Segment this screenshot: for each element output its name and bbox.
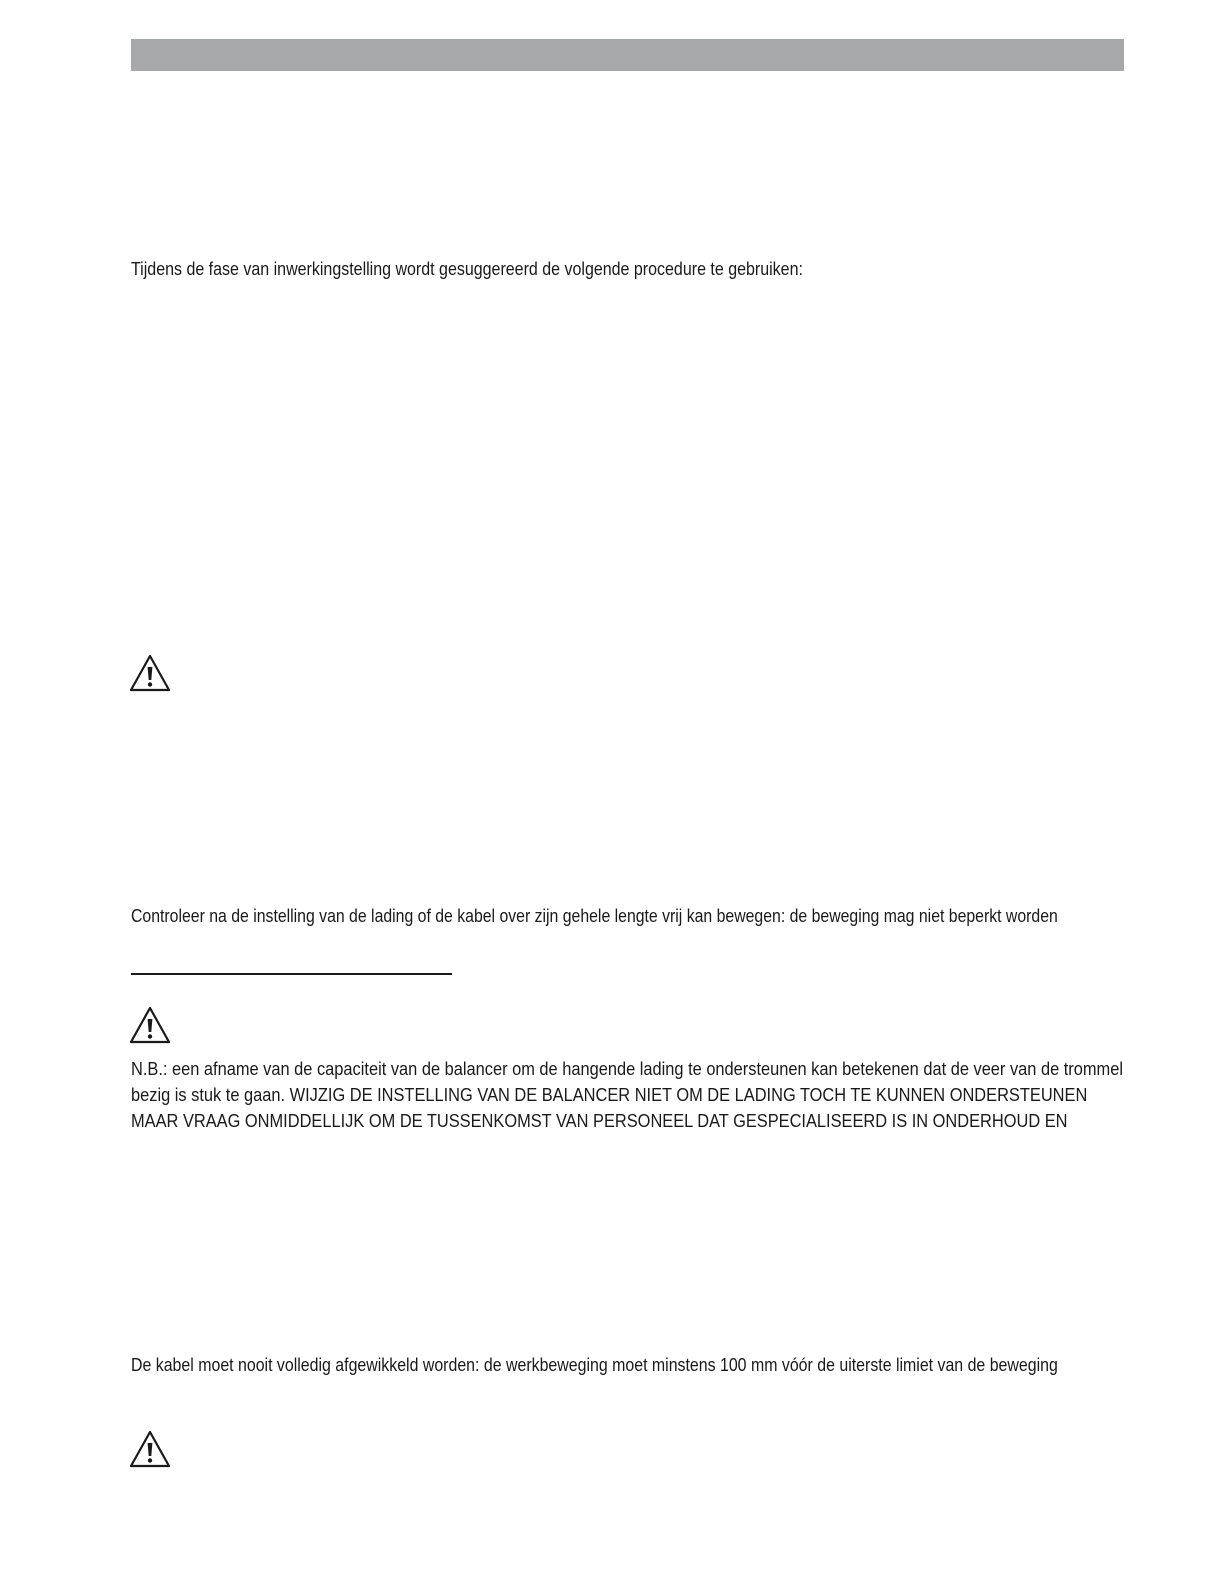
- warning-triangle-icon: [129, 654, 171, 692]
- note-paragraph: [131, 1056, 1124, 1134]
- note-line: bezig is stuk te gaan. WIJZIG DE INSTELLING VAN DE BALANCER NIET OM DE LADING TOCH TE KUNNEN ONDERSTEUNEN: [131, 1084, 1088, 1105]
- cable-unwind-text: De kabel moet nooit volledig afgewikkeld worden: de werkbeweging moet minstens 100 mm vóór de uiterste limiet van de beweging: [131, 1354, 1058, 1375]
- intro-text: Tijdens de fase van inwerkingstelling wordt gesuggereerd de volgende procedure te gebruiken:: [131, 258, 803, 279]
- warning-triangle-icon: [129, 1006, 171, 1044]
- note-line: N.B.: een afname van de capaciteit van de balancer om de hangende lading te ondersteunen kan betekenen dat de veer van de trommel: [131, 1058, 1123, 1079]
- cable-check-text: Controleer na de instelling van de lading of de kabel over zijn gehele lengte vrij kan bewegen: de beweging mag niet beperkt worden: [131, 905, 1058, 926]
- warning-triangle-icon: [129, 1430, 171, 1468]
- section-divider: [131, 973, 452, 975]
- note-line: MAAR VRAAG ONMIDDELLIJK OM DE TUSSENKOMST VAN PERSONEEL DAT GESPECIALISEERD IS IN ONDERHOUD EN: [131, 1110, 1068, 1131]
- header-bar: [131, 39, 1124, 71]
